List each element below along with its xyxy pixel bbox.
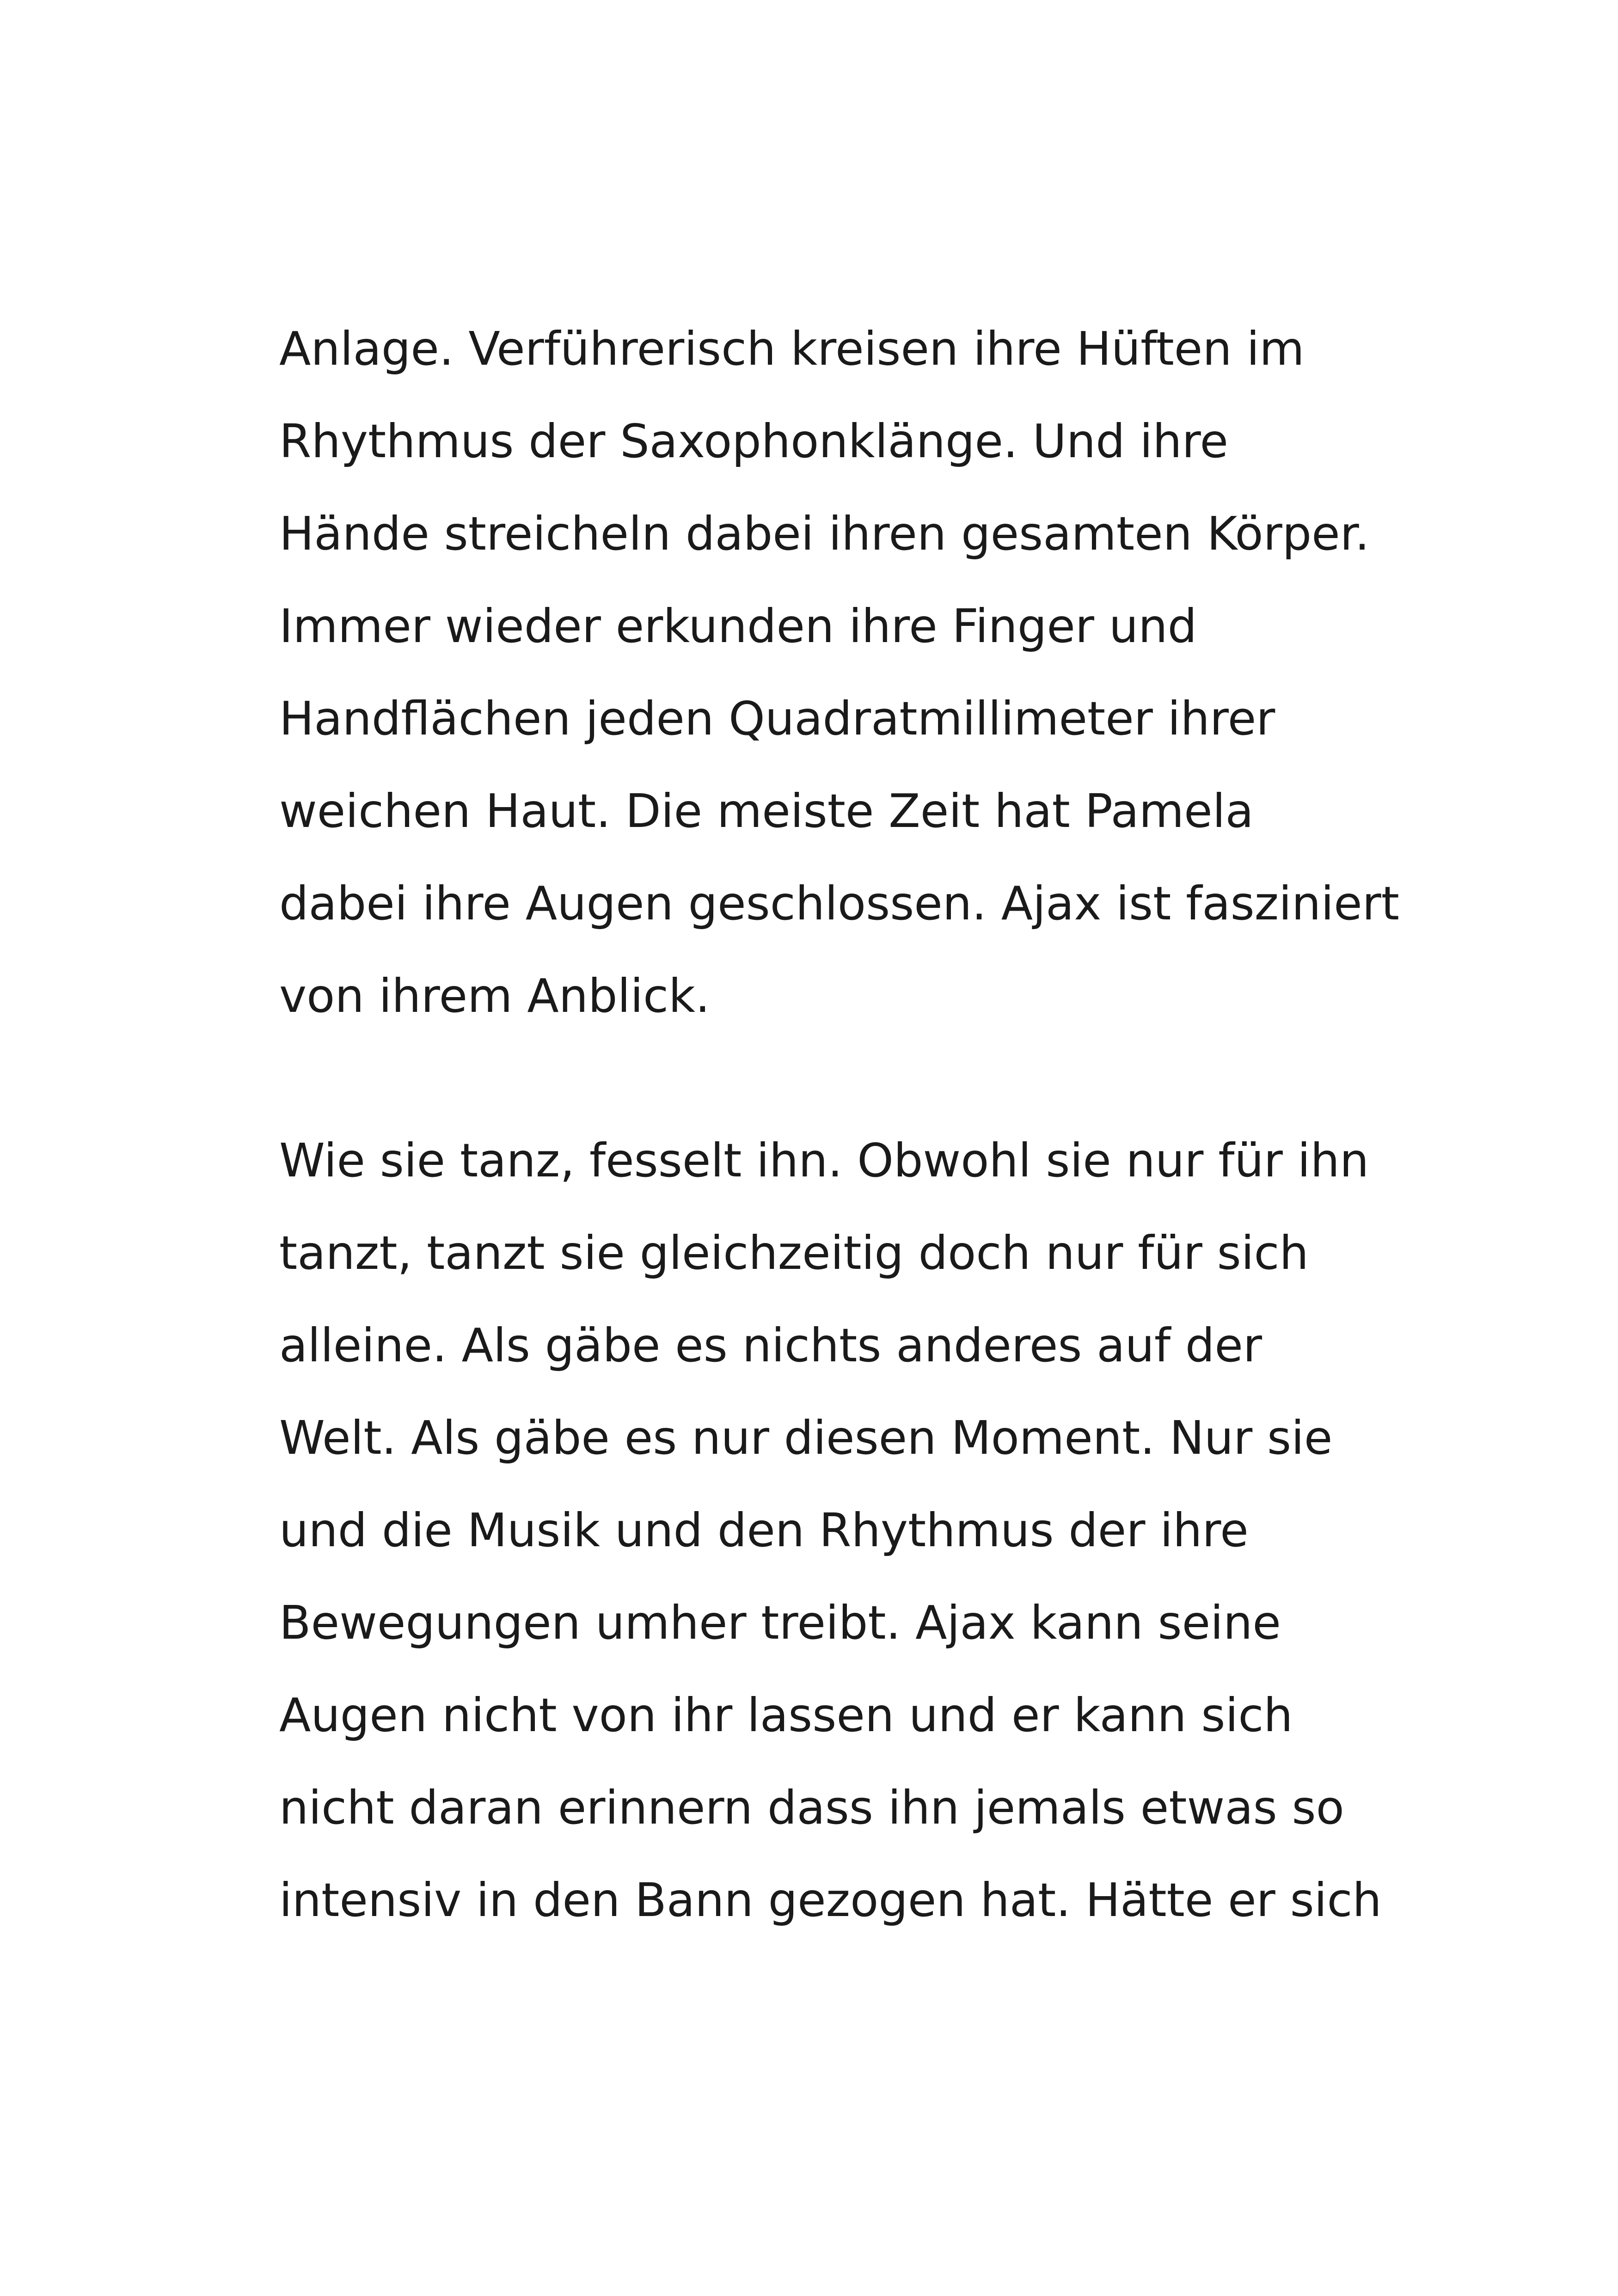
text-line: Augen nicht von ihr lassen und er kann sich [279,1688,1293,1742]
text-line: Immer wieder erkunden ihre Finger und [279,599,1197,653]
text-line: Anlage. Verführerisch kreisen ihre Hüften im [279,322,1305,376]
text-line: Wie sie tanz, fesselt ihn. Obwohl sie nur für ihn [279,1133,1369,1188]
text-line: intensiv in den Bann gezogen hat. Hätte er sich [279,1873,1382,1927]
text-line: Hände streicheln dabei ihren gesamten Körper. [279,507,1370,561]
text-line: nicht daran erinnern dass ihn jemals etwas so [279,1781,1344,1835]
text-line: von ihrem Anblick. [279,969,710,1023]
text-line: alleine. Als gäbe es nichts anderes auf der [279,1318,1263,1372]
text-line: weichen Haut. Die meiste Zeit hat Pamela [279,784,1254,838]
text-line: dabei ihre Augen geschlossen. Ajax ist fasziniert [279,876,1399,931]
text-line: Rhythmus der Saxophonklänge. Und ihre [279,414,1229,468]
text-line: Handflächen jeden Quadratmillimeter ihrer [279,692,1275,746]
text-line: Bewegungen umher treibt. Ajax kann seine [279,1596,1281,1650]
paragraph-1 [279,303,1416,1042]
text-line: Welt. Als gäbe es nur diesen Moment. Nur sie [279,1411,1333,1465]
text-line: und die Musik und den Rhythmus der ihre [279,1503,1249,1557]
text-line: tanzt, tanzt sie gleichzeitig doch nur für sich [279,1226,1309,1280]
paragraph-2 [279,1114,1416,1947]
